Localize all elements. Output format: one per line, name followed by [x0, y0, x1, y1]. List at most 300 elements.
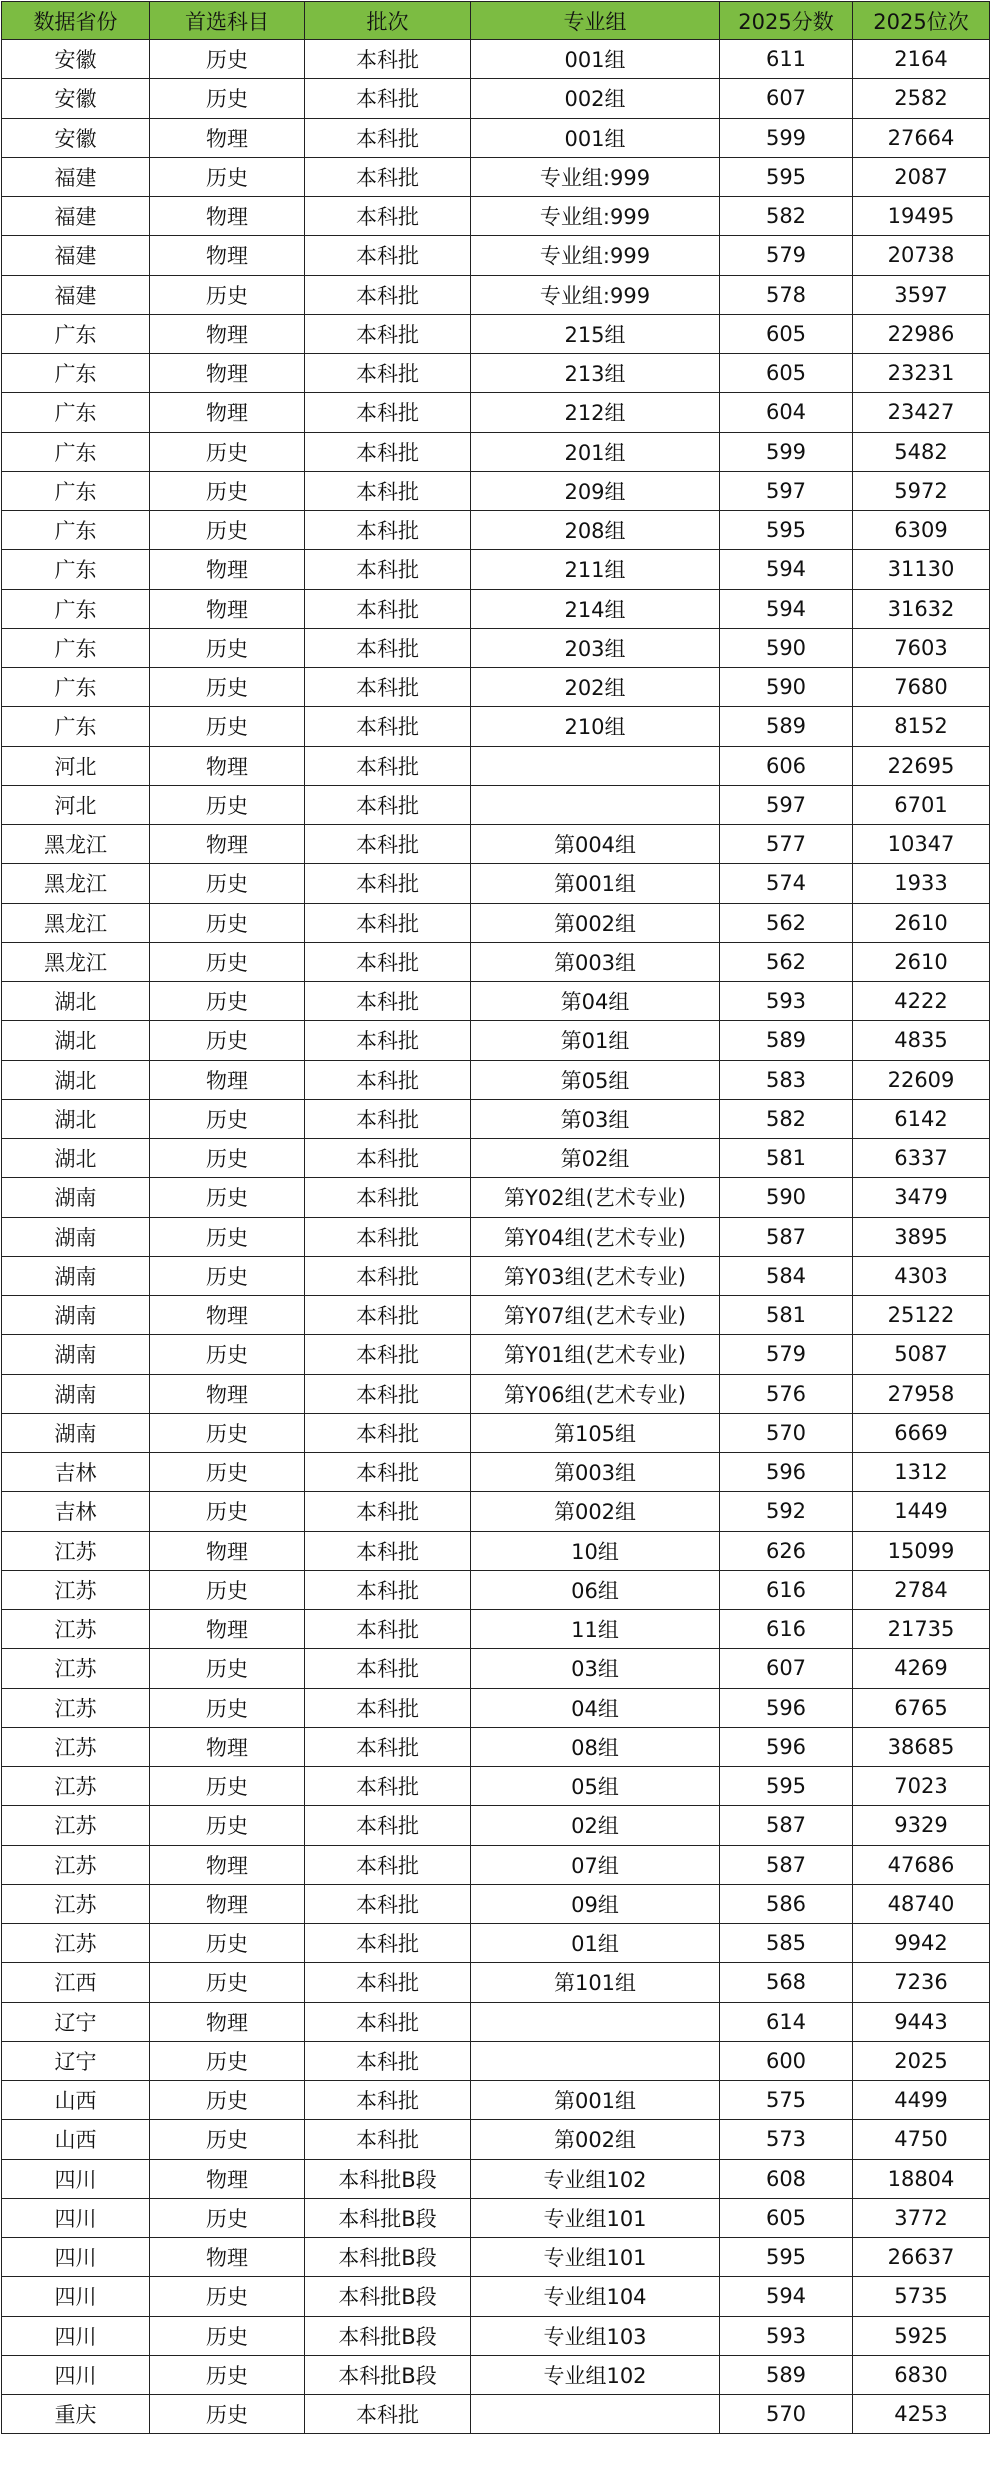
rank-cell: 7236: [853, 1963, 990, 2002]
major-group-cell: 第002组: [471, 1492, 720, 1531]
score-cell: 573: [720, 2120, 853, 2159]
table-row: [2, 1924, 990, 1963]
major-group-cell: [471, 2002, 720, 2041]
batch-cell: 本科批B段: [305, 2159, 471, 2198]
province-cell: 山西: [2, 2081, 150, 2120]
province-cell: 重庆: [2, 2395, 150, 2434]
score-cell: 590: [720, 628, 853, 667]
province-cell: 四川: [2, 2277, 150, 2316]
subject-cell: 历史: [150, 2041, 305, 2080]
table-row: [2, 1217, 990, 1256]
score-cell: 607: [720, 79, 853, 118]
rank-cell: 22986: [853, 314, 990, 353]
province-cell: 广东: [2, 314, 150, 353]
rank-cell: 6337: [853, 1139, 990, 1178]
rank-cell: 2164: [853, 40, 990, 79]
table-row: [2, 2277, 990, 2316]
rank-cell: 3479: [853, 1178, 990, 1217]
table-row: [2, 79, 990, 118]
subject-cell: 历史: [150, 2198, 305, 2237]
table-row: [2, 1688, 990, 1727]
score-cell: 594: [720, 589, 853, 628]
subject-cell: 历史: [150, 2355, 305, 2394]
score-cell: 605: [720, 2198, 853, 2237]
subject-cell: 历史: [150, 1492, 305, 1531]
province-cell: 湖南: [2, 1374, 150, 1413]
table-row: [2, 2120, 990, 2159]
score-cell: 586: [720, 1884, 853, 1923]
score-cell: 605: [720, 314, 853, 353]
rank-cell: 21735: [853, 1610, 990, 1649]
score-cell: 600: [720, 2041, 853, 2080]
table-row: [2, 432, 990, 471]
province-cell: 河北: [2, 746, 150, 785]
subject-cell: 历史: [150, 2120, 305, 2159]
major-group-cell: 第003组: [471, 1453, 720, 1492]
table-row: [2, 157, 990, 196]
rank-cell: 23427: [853, 393, 990, 432]
rank-cell: 5087: [853, 1335, 990, 1374]
score-cell: 595: [720, 1767, 853, 1806]
batch-cell: 本科批: [305, 2081, 471, 2120]
rank-cell: 31130: [853, 550, 990, 589]
score-cell: 589: [720, 1021, 853, 1060]
major-group-cell: 211组: [471, 550, 720, 589]
subject-cell: 历史: [150, 40, 305, 79]
batch-cell: 本科批: [305, 432, 471, 471]
province-cell: 江苏: [2, 1924, 150, 1963]
subject-cell: 历史: [150, 1688, 305, 1727]
table-row: [2, 275, 990, 314]
province-cell: 河北: [2, 785, 150, 824]
batch-cell: 本科批B段: [305, 2238, 471, 2277]
table-row: [2, 2238, 990, 2277]
rank-cell: 10347: [853, 825, 990, 864]
score-cell: 574: [720, 864, 853, 903]
batch-cell: 本科批: [305, 942, 471, 981]
score-cell: 597: [720, 471, 853, 510]
score-cell: 581: [720, 1296, 853, 1335]
batch-cell: 本科批: [305, 1688, 471, 1727]
province-cell: 福建: [2, 157, 150, 196]
rank-cell: 47686: [853, 1845, 990, 1884]
batch-cell: 本科批: [305, 628, 471, 667]
table-row: [2, 1806, 990, 1845]
province-cell: 四川: [2, 2316, 150, 2355]
table-row: [2, 2198, 990, 2237]
rank-cell: 19495: [853, 197, 990, 236]
table-row: [2, 825, 990, 864]
score-cell: 606: [720, 746, 853, 785]
score-cell: 595: [720, 511, 853, 550]
major-group-cell: 专业组103: [471, 2316, 720, 2355]
batch-cell: 本科批: [305, 1413, 471, 1452]
batch-cell: 本科批: [305, 511, 471, 550]
major-group-cell: 第001组: [471, 2081, 720, 2120]
batch-cell: 本科批: [305, 354, 471, 393]
major-group-cell: 202组: [471, 668, 720, 707]
table-row: [2, 1649, 990, 1688]
score-cell: 590: [720, 668, 853, 707]
score-cell: 593: [720, 982, 853, 1021]
score-cell: 587: [720, 1845, 853, 1884]
batch-cell: 本科批: [305, 1021, 471, 1060]
header-row: [2, 2, 990, 40]
subject-cell: 历史: [150, 2395, 305, 2434]
score-cell: 585: [720, 1924, 853, 1963]
rank-cell: 5925: [853, 2316, 990, 2355]
table-row: [2, 1178, 990, 1217]
subject-cell: 历史: [150, 1924, 305, 1963]
major-group-cell: 第Y03组(艺术专业): [471, 1256, 720, 1295]
batch-cell: 本科批: [305, 1060, 471, 1099]
subject-cell: 历史: [150, 1256, 305, 1295]
province-cell: 湖南: [2, 1335, 150, 1374]
major-group-cell: 05组: [471, 1767, 720, 1806]
score-cell: 587: [720, 1806, 853, 1845]
rank-cell: 15099: [853, 1531, 990, 1570]
major-group-cell: 04组: [471, 1688, 720, 1727]
table-row: [2, 1335, 990, 1374]
batch-cell: 本科批: [305, 1845, 471, 1884]
batch-cell: 本科批: [305, 1570, 471, 1609]
province-cell: 安徽: [2, 118, 150, 157]
table-row: [2, 707, 990, 746]
subject-cell: 物理: [150, 1727, 305, 1766]
table-row: [2, 942, 990, 981]
major-group-cell: 第002组: [471, 2120, 720, 2159]
table-row: [2, 1767, 990, 1806]
rank-cell: 2610: [853, 903, 990, 942]
score-cell: 584: [720, 1256, 853, 1295]
batch-cell: 本科批: [305, 825, 471, 864]
major-group-cell: 06组: [471, 1570, 720, 1609]
subject-cell: 历史: [150, 1963, 305, 2002]
province-cell: 安徽: [2, 79, 150, 118]
table-row: [2, 40, 990, 79]
major-group-cell: 213组: [471, 354, 720, 393]
major-group-cell: 208组: [471, 511, 720, 550]
batch-cell: 本科批: [305, 197, 471, 236]
major-group-cell: 第Y02组(艺术专业): [471, 1178, 720, 1217]
batch-cell: 本科批: [305, 1884, 471, 1923]
rank-cell: 20738: [853, 236, 990, 275]
score-cell: 599: [720, 118, 853, 157]
batch-cell: 本科批: [305, 1217, 471, 1256]
batch-cell: 本科批: [305, 1727, 471, 1766]
rank-cell: 4750: [853, 2120, 990, 2159]
province-cell: 黑龙江: [2, 942, 150, 981]
subject-cell: 物理: [150, 1531, 305, 1570]
subject-cell: 历史: [150, 79, 305, 118]
rank-cell: 9443: [853, 2002, 990, 2041]
header-score: 2025分数: [720, 2, 853, 40]
province-cell: 湖南: [2, 1217, 150, 1256]
table-row: [2, 2316, 990, 2355]
major-group-cell: 10组: [471, 1531, 720, 1570]
batch-cell: 本科批: [305, 982, 471, 1021]
major-group-cell: 专业组:999: [471, 157, 720, 196]
province-cell: 江苏: [2, 1727, 150, 1766]
score-cell: 594: [720, 550, 853, 589]
batch-cell: 本科批B段: [305, 2316, 471, 2355]
subject-cell: 历史: [150, 471, 305, 510]
batch-cell: 本科批: [305, 1374, 471, 1413]
header-rank: 2025位次: [853, 2, 990, 40]
province-cell: 黑龙江: [2, 825, 150, 864]
subject-cell: 物理: [150, 2002, 305, 2041]
score-cell: 582: [720, 197, 853, 236]
major-group-cell: 第01组: [471, 1021, 720, 1060]
batch-cell: 本科批: [305, 707, 471, 746]
subject-cell: 物理: [150, 2238, 305, 2277]
table-row: [2, 471, 990, 510]
rank-cell: 2025: [853, 2041, 990, 2080]
subject-cell: 历史: [150, 982, 305, 1021]
table-row: [2, 1060, 990, 1099]
rank-cell: 48740: [853, 1884, 990, 1923]
rank-cell: 4499: [853, 2081, 990, 2120]
major-group-cell: 001组: [471, 118, 720, 157]
table-row: [2, 668, 990, 707]
score-cell: 605: [720, 354, 853, 393]
subject-cell: 历史: [150, 511, 305, 550]
batch-cell: 本科批: [305, 1806, 471, 1845]
subject-cell: 历史: [150, 1217, 305, 1256]
score-cell: 595: [720, 2238, 853, 2277]
rank-cell: 1449: [853, 1492, 990, 1531]
batch-cell: 本科批: [305, 785, 471, 824]
rank-cell: 4835: [853, 1021, 990, 1060]
table-row: [2, 1099, 990, 1138]
major-group-cell: 02组: [471, 1806, 720, 1845]
batch-cell: 本科批: [305, 864, 471, 903]
batch-cell: 本科批: [305, 1767, 471, 1806]
score-cell: 570: [720, 2395, 853, 2434]
score-cell: 582: [720, 1099, 853, 1138]
table-row: [2, 1296, 990, 1335]
subject-cell: 历史: [150, 1139, 305, 1178]
rank-cell: 2087: [853, 157, 990, 196]
table-row: [2, 903, 990, 942]
table-row: [2, 236, 990, 275]
province-cell: 江苏: [2, 1767, 150, 1806]
province-cell: 辽宁: [2, 2002, 150, 2041]
subject-cell: 物理: [150, 589, 305, 628]
score-cell: 579: [720, 1335, 853, 1374]
table-row: [2, 864, 990, 903]
score-cell: 616: [720, 1610, 853, 1649]
batch-cell: 本科批: [305, 2002, 471, 2041]
table-body: [2, 40, 990, 2434]
score-cell: 597: [720, 785, 853, 824]
province-cell: 江苏: [2, 1688, 150, 1727]
subject-cell: 物理: [150, 1296, 305, 1335]
rank-cell: 3772: [853, 2198, 990, 2237]
table-row: [2, 982, 990, 1021]
batch-cell: 本科批: [305, 1178, 471, 1217]
major-group-cell: 专业组101: [471, 2198, 720, 2237]
table-row: [2, 511, 990, 550]
header-subject: 首选科目: [150, 2, 305, 40]
rank-cell: 22695: [853, 746, 990, 785]
subject-cell: 物理: [150, 118, 305, 157]
table-row: [2, 1374, 990, 1413]
rank-cell: 4222: [853, 982, 990, 1021]
table-row: [2, 628, 990, 667]
batch-cell: 本科批: [305, 40, 471, 79]
province-cell: 湖北: [2, 1139, 150, 1178]
rank-cell: 6142: [853, 1099, 990, 1138]
province-cell: 广东: [2, 393, 150, 432]
major-group-cell: 08组: [471, 1727, 720, 1766]
batch-cell: 本科批: [305, 118, 471, 157]
major-group-cell: 专业组102: [471, 2159, 720, 2198]
rank-cell: 25122: [853, 1296, 990, 1335]
major-group-cell: 第105组: [471, 1413, 720, 1452]
table-row: [2, 2002, 990, 2041]
subject-cell: 物理: [150, 393, 305, 432]
score-table: [1, 1, 990, 2434]
batch-cell: 本科批: [305, 314, 471, 353]
batch-cell: 本科批: [305, 275, 471, 314]
rank-cell: 31632: [853, 589, 990, 628]
rank-cell: 4269: [853, 1649, 990, 1688]
major-group-cell: 第001组: [471, 864, 720, 903]
province-cell: 广东: [2, 511, 150, 550]
score-cell: 596: [720, 1688, 853, 1727]
subject-cell: 历史: [150, 628, 305, 667]
rank-cell: 5735: [853, 2277, 990, 2316]
table-row: [2, 1256, 990, 1295]
table-row: [2, 1453, 990, 1492]
major-group-cell: 第Y06组(艺术专业): [471, 1374, 720, 1413]
batch-cell: 本科批: [305, 1492, 471, 1531]
table-row: [2, 2081, 990, 2120]
table-row: [2, 746, 990, 785]
major-group-cell: 第Y01组(艺术专业): [471, 1335, 720, 1374]
batch-cell: 本科批: [305, 1099, 471, 1138]
score-cell: 608: [720, 2159, 853, 2198]
score-cell: 581: [720, 1139, 853, 1178]
subject-cell: 历史: [150, 942, 305, 981]
major-group-cell: 第04组: [471, 982, 720, 1021]
table-row: [2, 1139, 990, 1178]
score-cell: 576: [720, 1374, 853, 1413]
major-group-cell: [471, 2395, 720, 2434]
score-cell: 568: [720, 1963, 853, 2002]
score-cell: 577: [720, 825, 853, 864]
table-row: [2, 785, 990, 824]
province-cell: 江苏: [2, 1845, 150, 1884]
province-cell: 吉林: [2, 1492, 150, 1531]
major-group-cell: 09组: [471, 1884, 720, 1923]
major-group-cell: 第Y07组(艺术专业): [471, 1296, 720, 1335]
rank-cell: 7603: [853, 628, 990, 667]
major-group-cell: 第02组: [471, 1139, 720, 1178]
province-cell: 江苏: [2, 1531, 150, 1570]
subject-cell: 历史: [150, 1767, 305, 1806]
score-cell: 589: [720, 2355, 853, 2394]
major-group-cell: 03组: [471, 1649, 720, 1688]
score-cell: 596: [720, 1453, 853, 1492]
province-cell: 江苏: [2, 1570, 150, 1609]
score-cell: 594: [720, 2277, 853, 2316]
batch-cell: 本科批: [305, 2395, 471, 2434]
table-row: [2, 2355, 990, 2394]
subject-cell: 物理: [150, 197, 305, 236]
rank-cell: 18804: [853, 2159, 990, 2198]
province-cell: 湖南: [2, 1413, 150, 1452]
batch-cell: 本科批: [305, 236, 471, 275]
table-row: [2, 550, 990, 589]
batch-cell: 本科批: [305, 79, 471, 118]
batch-cell: 本科批: [305, 1531, 471, 1570]
subject-cell: 物理: [150, 1610, 305, 1649]
subject-cell: 物理: [150, 1884, 305, 1923]
table-row: [2, 354, 990, 393]
subject-cell: 历史: [150, 1021, 305, 1060]
major-group-cell: 002组: [471, 79, 720, 118]
province-cell: 湖北: [2, 982, 150, 1021]
batch-cell: 本科批: [305, 903, 471, 942]
subject-cell: 历史: [150, 432, 305, 471]
table-row: [2, 2159, 990, 2198]
table-row: [2, 1531, 990, 1570]
province-cell: 吉林: [2, 1453, 150, 1492]
score-cell: 578: [720, 275, 853, 314]
major-group-cell: 209组: [471, 471, 720, 510]
batch-cell: 本科批: [305, 157, 471, 196]
score-cell: 596: [720, 1727, 853, 1766]
header-batch: 批次: [305, 2, 471, 40]
score-cell: 626: [720, 1531, 853, 1570]
score-cell: 611: [720, 40, 853, 79]
major-group-cell: 212组: [471, 393, 720, 432]
province-cell: 辽宁: [2, 2041, 150, 2080]
subject-cell: 历史: [150, 1570, 305, 1609]
score-cell: 587: [720, 1217, 853, 1256]
subject-cell: 物理: [150, 825, 305, 864]
table-row: [2, 1492, 990, 1531]
batch-cell: 本科批: [305, 1610, 471, 1649]
subject-cell: 物理: [150, 354, 305, 393]
province-cell: 江苏: [2, 1884, 150, 1923]
province-cell: 四川: [2, 2159, 150, 2198]
major-group-cell: 第05组: [471, 1060, 720, 1099]
province-cell: 湖北: [2, 1060, 150, 1099]
batch-cell: 本科批: [305, 471, 471, 510]
table-row: [2, 2041, 990, 2080]
province-cell: 四川: [2, 2198, 150, 2237]
major-group-cell: 11组: [471, 1610, 720, 1649]
subject-cell: 历史: [150, 1806, 305, 1845]
rank-cell: 6701: [853, 785, 990, 824]
table-row: [2, 1610, 990, 1649]
rank-cell: 3895: [853, 1217, 990, 1256]
score-cell: 583: [720, 1060, 853, 1099]
batch-cell: 本科批: [305, 1649, 471, 1688]
major-group-cell: 001组: [471, 40, 720, 79]
rank-cell: 27958: [853, 1374, 990, 1413]
score-cell: 592: [720, 1492, 853, 1531]
rank-cell: 1933: [853, 864, 990, 903]
score-cell: 604: [720, 393, 853, 432]
province-cell: 广东: [2, 471, 150, 510]
table-row: [2, 197, 990, 236]
batch-cell: 本科批: [305, 589, 471, 628]
rank-cell: 6669: [853, 1413, 990, 1452]
